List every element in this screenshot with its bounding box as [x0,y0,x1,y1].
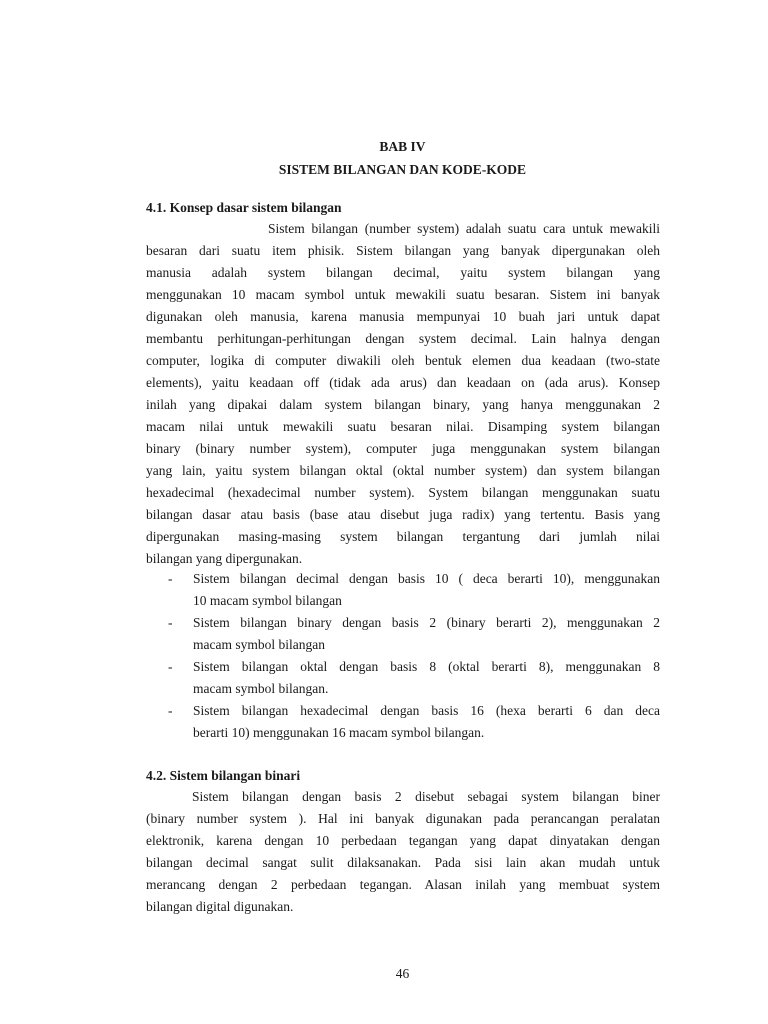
paragraph-line: Sistem bilangan (number system) adalah suatu cara untuk mewakili [268,221,660,236]
paragraph-line: bilangan digital digunakan. [146,899,294,914]
section-1-paragraph [146,218,660,570]
section-1-heading: 4.1. Konsep dasar sistem bilangan [146,200,342,215]
bullet-dash: - [168,659,173,674]
bullet-dash: - [168,615,173,630]
paragraph-line: merancang dengan 2 perbedaan tegangan. Alasan inilah yang membuat system [146,877,660,892]
paragraph-line: bilangan yang dipergunakan. [146,551,303,566]
list-item-line: Sistem bilangan oktal dengan basis 8 (oktal berarti 8), menggunakan 8 [193,659,660,674]
paragraph-line: manusia adalah system bilangan decimal, yaitu system bilangan yang [146,265,660,280]
paragraph-line: menggunakan 10 macam symbol untuk mewakili suatu besaran. Sistem ini banyak [146,287,660,302]
paragraph-line: inilah yang dipakai dalam system bilangan binary, yang hanya menggunakan 2 [146,397,660,412]
paragraph-line: (binary number system ). Hal ini banyak digunakan pada perancangan peralatan [146,811,660,826]
list-item-line: macam symbol bilangan. [193,681,329,696]
page-number: 46 [395,966,410,981]
paragraph-line: digunakan oleh manusia, karena manusia mempunyai 10 buah jari untuk dapat [146,309,660,324]
paragraph-line: computer, logika di computer diwakili oleh bentuk elemen dua keadaan (two-state [146,353,660,368]
paragraph-line: Sistem bilangan dengan basis 2 disebut sebagai system bilangan biner [192,789,660,804]
section-2-heading: 4.2. Sistem bilangan binari [146,768,301,783]
paragraph-line: besaran dari suatu item phisik. Sistem bilangan yang banyak dipergunakan oleh [146,243,660,258]
paragraph-line: elektronik, karena dengan 10 perbedaan tegangan yang dapat dinyatakan dengan [146,833,660,848]
paragraph-line: hexadecimal (hexadecimal number system). System bilangan menggunakan suatu [146,485,660,500]
list-item-line: Sistem bilangan hexadecimal dengan basis 16 (hexa berarti 6 dan deca [193,703,660,718]
paragraph-line: elements), yaitu keadaan off (tidak ada arus) dan keadaan on (ada arus). Konsep [146,375,660,390]
list-item-line: Sistem bilangan binary dengan basis 2 (binary berarti 2), menggunakan 2 [193,615,660,630]
paragraph-line: dipergunakan masing-masing system bilangan tergantung dari jumlah nilai [146,529,660,544]
paragraph-line: yang lain, yaitu system bilangan oktal (oktal number system) dan system bilangan [146,463,660,478]
paragraph-line: macam nilai untuk mewakili suatu besaran nilai. Disamping system bilangan [146,419,660,434]
list-item-line: berarti 10) menggunakan 16 macam symbol bilangan. [193,725,485,740]
list-item-line: Sistem bilangan decimal dengan basis 10 ( deca berarti 10), menggunakan [193,571,660,586]
chapter-title: SISTEM BILANGAN DAN KODE-KODE [278,162,527,177]
section-2-paragraph [146,786,660,918]
list-item-line: 10 macam symbol bilangan [193,593,342,608]
bullet-dash: - [168,703,173,718]
paragraph-line: binary (binary number system), computer juga menggunakan system bilangan [146,441,660,456]
bullet-dash: - [168,571,173,586]
paragraph-line: bilangan decimal sangat sulit dilaksanakan. Pada sisi lain akan mudah untuk [146,855,660,870]
chapter-number: BAB IV [379,139,426,154]
list-item-line: macam symbol bilangan [193,637,325,652]
paragraph-line: membantu perhitungan-perhitungan dengan system decimal. Lain halnya dengan [146,331,660,346]
paragraph-line: bilangan dasar atau basis (base atau disebut juga radix) yang tertentu. Basis yang [146,507,660,522]
